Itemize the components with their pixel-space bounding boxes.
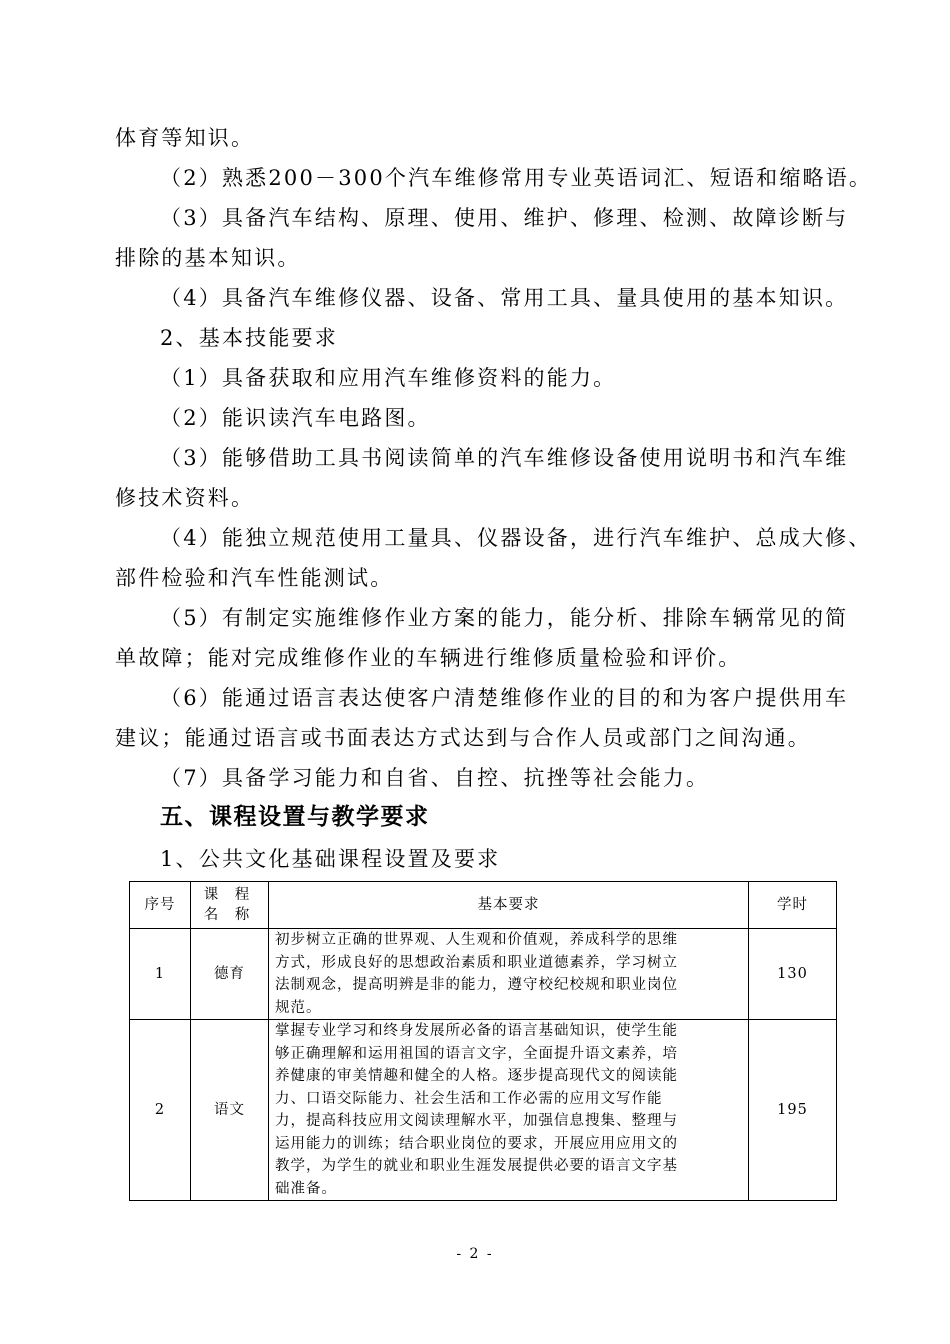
- header-no: 序号: [130, 882, 191, 929]
- header-course-name-line1: 课 程: [203, 887, 256, 903]
- row-hours: 130: [749, 929, 837, 1020]
- row-requirements: [269, 1020, 749, 1201]
- paragraph-line: 部件检验和汽车性能测试。: [115, 566, 394, 590]
- requirement-line: 教学，为学生的就业和职业生涯发展提供必要的语言文字基: [275, 1158, 678, 1174]
- row-no: 2: [130, 1020, 191, 1201]
- paragraph-line: 排除的基本知识。: [115, 246, 301, 270]
- page-number: - 2 -: [456, 1246, 494, 1262]
- paragraph-line: （5）有制定实施维修作业方案的能力，能分析、排除车辆常见的简: [160, 606, 849, 630]
- subsection-heading: 1、公共文化基础课程设置及要求: [160, 847, 501, 871]
- course-table: [129, 881, 837, 1201]
- table-header-row: [130, 882, 837, 929]
- requirement-line: 方式，形成良好的思想政治素质和职业道德素养，学习树立: [275, 954, 678, 971]
- paragraph-line: 体育等知识。: [115, 126, 255, 150]
- paragraph-line: （4）具备汽车维修仪器、设备、常用工具、量具使用的基本知识。: [160, 286, 849, 310]
- paragraph-line: （3）能够借助工具书阅读简单的汽车维修设备使用说明书和汽车维: [160, 446, 849, 470]
- row-hours: 195: [749, 1020, 837, 1201]
- section-heading: 五、课程设置与教学要求: [160, 804, 430, 830]
- requirement-line: 础准备。: [275, 1180, 337, 1197]
- requirement-line: 运用能力的训练；结合职业岗位的要求，开展应用应用文的: [275, 1135, 678, 1152]
- requirement-line: 规范。: [275, 999, 322, 1016]
- paragraph-line: 单故障；能对完成维修作业的车辆进行维修质量检验和评价。: [115, 646, 742, 670]
- header-requirements: 基本要求: [269, 882, 749, 929]
- requirement-line: 法制观念，提高明辨是非的能力，遵守校纪校规和职业岗位: [275, 977, 678, 993]
- paragraph-line: （4）能独立规范使用工量具、仪器设备，进行汽车维护、总成大修、: [160, 526, 872, 550]
- header-hours: 学时: [749, 882, 837, 929]
- paragraph-line: 建议；能通过语言或书面表达方式达到与合作人员或部门之间沟通。: [115, 726, 811, 750]
- paragraph-line: （2）能识读汽车电路图。: [160, 406, 431, 430]
- paragraph-line: （7）具备学习能力和自省、自控、抗挫等社会能力。: [160, 766, 710, 790]
- header-course-name: [191, 882, 269, 929]
- requirement-line: 初步树立正确的世界观、人生观和价值观，养成科学的思维: [275, 932, 678, 948]
- row-course-name: 语文: [191, 1020, 269, 1201]
- paragraph-line: （3）具备汽车结构、原理、使用、维护、修理、检测、故障诊断与: [160, 206, 849, 230]
- row-no: 1: [130, 929, 191, 1020]
- row-requirements: [269, 929, 749, 1020]
- paragraph-line: 2、基本技能要求: [160, 326, 338, 350]
- table-row: [130, 929, 837, 1020]
- requirement-line: 掌握专业学习和终身发展所必备的语言基础知识，使学生能: [275, 1023, 678, 1039]
- row-course-name: 德育: [191, 929, 269, 1020]
- paragraph-line: 修技术资料。: [115, 486, 255, 510]
- requirement-line: 力，提高科技应用文阅读理解水平，加强信息搜集、整理与: [275, 1113, 678, 1129]
- paragraph-line: （1）具备获取和应用汽车维修资料的能力。: [160, 366, 617, 390]
- requirement-line: 养健康的审美情趣和健全的人格。逐步提高现代文的阅读能: [275, 1068, 678, 1084]
- table-row: [130, 1020, 837, 1201]
- requirement-line: 力、口语交际能力、社会生活和工作必需的应用文写作能: [275, 1090, 663, 1107]
- header-course-name-line2: 名 称: [203, 907, 256, 923]
- paragraph-line: （2）熟悉200－300个汽车维修常用专业英语词汇、短语和缩略语。: [160, 166, 873, 190]
- paragraph-line: （6）能通过语言表达使客户清楚维修作业的目的和为客户提供用车: [160, 686, 849, 710]
- requirement-line: 够正确理解和运用祖国的语言文字，全面提升语文素养，培: [275, 1045, 678, 1062]
